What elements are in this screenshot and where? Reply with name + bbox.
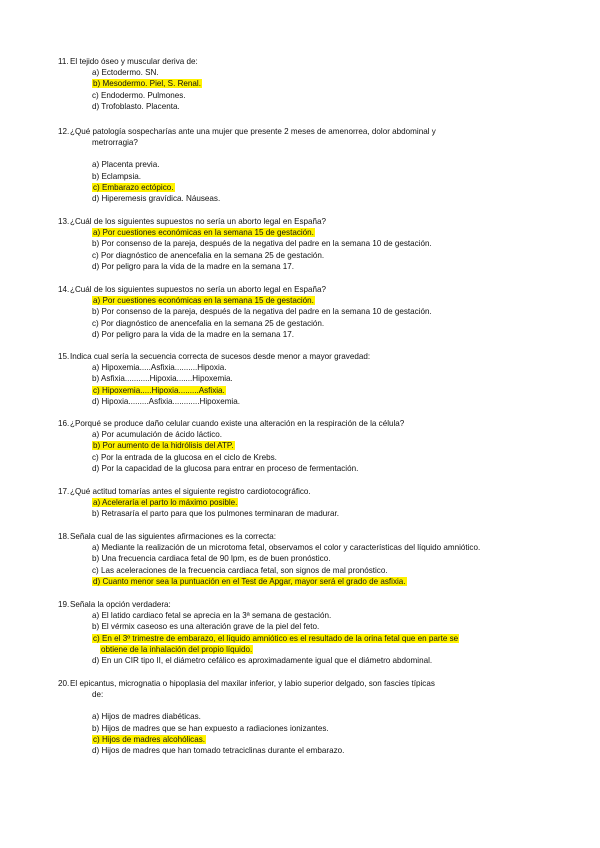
answer-option [92, 655, 600, 666]
answer-option-text: b) Hijos de madres que se han expuesto a radiaciones ionizantes. [92, 723, 329, 733]
answer-option-highlighted [92, 734, 600, 745]
answer-option-highlighted [92, 182, 600, 193]
question-number: 20. [58, 679, 70, 688]
question-block [0, 678, 600, 756]
answer-option [92, 238, 600, 249]
answer-option-text: b) Mesodermo. Piel, S. Renal. [93, 79, 201, 89]
answer-option [92, 362, 600, 373]
answer-option-text: c) Embarazo ectópico. [93, 182, 174, 192]
answer-option [92, 429, 600, 440]
answer-option [92, 463, 600, 474]
answer-option-text: b) El vérmix caseoso es una alteración grave de la piel del feto. [92, 622, 320, 632]
answer-option [92, 329, 600, 340]
question-text [58, 486, 600, 497]
answer-option-text: a) Hipoxemia.....Asfixia..........Hipoxia. [92, 363, 227, 373]
answer-options [0, 362, 600, 407]
answer-option [92, 452, 600, 463]
question-block [0, 216, 600, 272]
answer-option [92, 261, 600, 272]
answer-option-text: b) Asfixia...........Hipoxia.......Hipoxemia. [92, 374, 233, 384]
answer-option-text: a) Placenta previa. [92, 160, 160, 170]
answer-option-highlighted [92, 497, 600, 508]
question-number: 14. [58, 285, 70, 294]
question-number: 19. [58, 600, 70, 609]
answer-option [92, 745, 600, 756]
answer-option-text: c) Por diagnóstico de anencefalia en la semana 25 de gestación. [92, 318, 325, 328]
question-stem: El tejido óseo y muscular deriva de: [70, 57, 198, 66]
answer-option [92, 396, 600, 407]
answer-option-highlighted [92, 295, 600, 306]
question-text [58, 56, 600, 67]
answer-option-text: c) En el 3º trimestre de embarazo, el líquido amniótico es el resultado de la orina fetal que en parte se [93, 633, 459, 643]
question-number: 18. [58, 532, 70, 541]
question-text [58, 126, 600, 137]
answer-option-text: b) Por consenso de la pareja, después de la negativa del padre en la semana 10 de gestación. [92, 239, 432, 249]
question-block [0, 56, 600, 112]
answer-option [92, 159, 600, 170]
answer-option-text: c) Por diagnóstico de anencefalia en la semana 25 de gestación. [92, 250, 325, 260]
answer-option-text: d) En un CIR tipo II, el diámetro cefálico es aproximadamente igual que el diámetro abdominal. [92, 656, 433, 666]
answer-option-text: a) Ectodermo. SN. [92, 68, 159, 78]
answer-option [92, 553, 600, 564]
answer-option [92, 373, 600, 384]
answer-option-highlighted [92, 78, 600, 89]
answer-option [92, 723, 600, 734]
question-stem: El epicantus, micrognatia o hipoplasia del maxilar inferior, y labio superior delgado, son fascies típicas [70, 679, 435, 688]
answer-option-text: a) Mediante la realización de un microtoma fetal, observamos el color y características del líquido amniótico. [92, 543, 481, 553]
question-block [0, 126, 600, 204]
answer-option [92, 621, 600, 632]
question-block [0, 351, 600, 407]
answer-option [92, 90, 600, 101]
answer-option-text: b) Eclampsia. [92, 171, 142, 181]
answer-option-text: b) Retrasaría el parto para que los pulmones terminaran de madurar. [92, 509, 339, 519]
question-stem: Indica cual sería la secuencia correcta de sucesos desde menor a mayor gravedad: [70, 352, 371, 361]
question-text [58, 599, 600, 610]
question-stem-continuation: de: [92, 690, 104, 700]
answer-option-text: d) Por peligro para la vida de la madre en la semana 17. [92, 261, 295, 271]
answer-options [0, 429, 600, 474]
question-stem: ¿Porqué se produce daño celular cuando existe una alteración en la respiración de la célula? [70, 419, 405, 428]
answer-option-text: d) Por la capacidad de la glucosa para entrar en proceso de fermentación. [92, 463, 359, 473]
answer-option-highlighted [92, 227, 600, 238]
answer-option-text: a) Por cuestiones económicas en la semana 15 de gestación. [93, 228, 314, 238]
answer-option-text: a) Aceleraría el parto lo máximo posible. [93, 498, 238, 508]
answer-options [0, 159, 600, 204]
answer-options [0, 610, 600, 666]
question-block [0, 531, 600, 587]
question-number: 13. [58, 217, 70, 226]
answer-option-text: d) Por peligro para la vida de la madre en la semana 17. [92, 329, 295, 339]
answer-option [92, 101, 600, 112]
question-block [0, 486, 600, 520]
answer-option-text: c) Por la entrada de la glucosa en el ciclo de Krebs. [92, 452, 277, 462]
question-block [0, 418, 600, 474]
answer-option [92, 250, 600, 261]
answer-option-text: d) Hiperemesis gravídica. Náuseas. [92, 194, 221, 204]
answer-option-text: b) Por consenso de la pareja, después de la negativa del padre en la semana 10 de gestación. [92, 307, 432, 317]
question-stem: Señala la opción verdadera: [70, 600, 171, 609]
answer-option-highlighted [92, 440, 600, 451]
answer-option [92, 542, 600, 553]
answer-option-text: d) Hijos de madres que han tomado tetraciclinas durante el embarazo. [92, 746, 345, 756]
question-text [58, 418, 600, 429]
answer-options [0, 227, 600, 272]
answer-option [92, 193, 600, 204]
question-stem: ¿Cuál de los siguientes supuestos no sería un aborto legal en España? [70, 285, 327, 294]
answer-option-text: b) Por aumento de la hidrólisis del ATP. [93, 441, 234, 451]
answer-option [92, 318, 600, 329]
answer-option [92, 610, 600, 621]
answer-option [92, 171, 600, 182]
answer-option [92, 508, 600, 519]
question-block [0, 599, 600, 666]
answer-option-highlighted [92, 385, 600, 396]
answer-option-highlighted [92, 633, 600, 655]
question-text [58, 351, 600, 362]
answer-options [0, 67, 600, 112]
question-number: 11. [58, 57, 69, 66]
question-text [58, 216, 600, 227]
answer-option-text: a) Hijos de madres diabéticas. [92, 712, 201, 722]
answer-option-text: d) Cuanto menor sea la puntuación en el Test de Apgar, mayor será el grado de asfixia. [93, 576, 406, 586]
answer-options [0, 497, 600, 519]
answer-option [92, 711, 600, 722]
question-stem-continuation: metrorragia? [92, 138, 138, 148]
answer-option [92, 565, 600, 576]
question-number: 15. [58, 352, 70, 361]
question-text [58, 678, 600, 689]
answer-option-text: a) Por acumulación de ácido láctico. [92, 430, 223, 440]
question-stem: ¿Qué actitud tomarías antes el siguiente registro cardiotocográfico. [70, 487, 311, 496]
question-number: 16. [58, 419, 70, 428]
answer-option-text: a) El latido cardiaco fetal se aprecia en la 3ª semana de gestación. [92, 611, 332, 621]
answer-options [0, 711, 600, 756]
question-stem: ¿Qué patología sospecharías ante una mujer que presente 2 meses de amenorrea, dolor abdominal y [70, 127, 436, 136]
question-stem: ¿Cuál de los siguientes supuestos no sería un aborto legal en España? [70, 217, 327, 226]
question-number: 17. [58, 487, 70, 496]
answer-option-text: d) Trofoblasto. Placenta. [92, 101, 180, 111]
answer-option-highlighted [92, 576, 600, 587]
answer-option-text: c) Endodermo. Pulmones. [92, 90, 186, 100]
answer-options [0, 295, 600, 340]
question-text [58, 284, 600, 295]
answer-options [0, 542, 600, 587]
question-text [58, 531, 600, 542]
answer-option-text: a) Por cuestiones económicas en la semana 15 de gestación. [93, 296, 314, 306]
answer-option-text: b) Una frecuencia cardiaca fetal de 90 lpm, es de buen pronóstico. [92, 554, 331, 564]
answer-option-text: d) Hipoxia.........Asfixia............Hipoxemia. [92, 396, 240, 406]
answer-option [92, 67, 600, 78]
answer-option-text: c) Hipoxemia.....Hipoxia.........Asfixia. [93, 385, 225, 395]
question-number: 12. [58, 127, 70, 136]
answer-option-text: c) Las aceleraciones de la frecuencia cardiaca fetal, son signos de mal pronóstico. [92, 565, 388, 575]
question-stem: Señala cual de las siguientes afirmaciones es la correcta: [70, 532, 277, 541]
answer-option [92, 306, 600, 317]
answer-option-text-continuation: obtiene de la inhalación del propio líquido. [101, 644, 253, 654]
question-block [0, 284, 600, 340]
answer-option-text: c) Hijos de madres alcohólicas. [93, 734, 206, 744]
